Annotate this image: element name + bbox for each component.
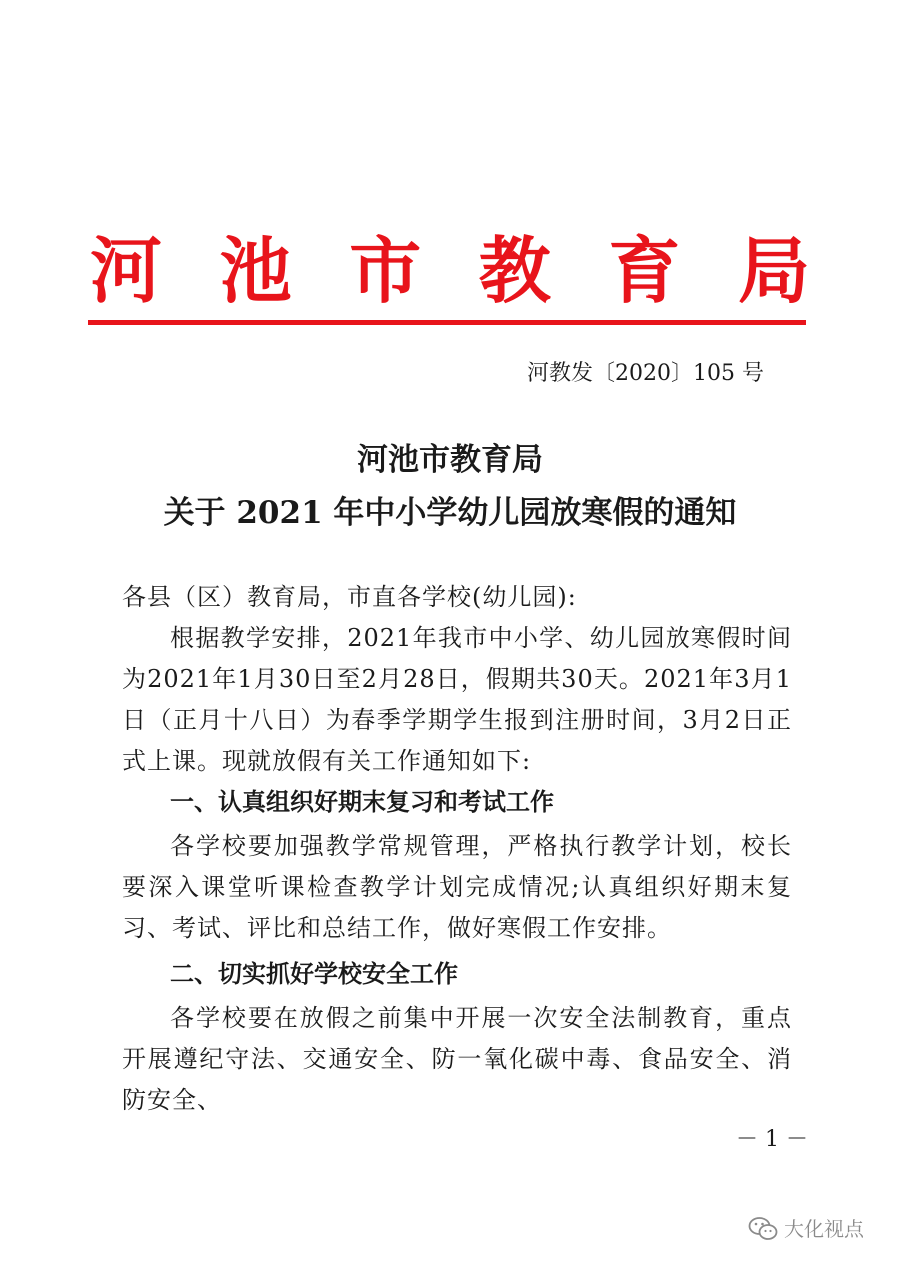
red-divider: [88, 320, 806, 325]
document-number: 河教发〔2020〕105 号: [527, 361, 764, 386]
notice-title-line-2: 关于 2021 年中小学幼儿园放寒假的通知: [163, 495, 737, 531]
intro-paragraph: 根据教学安排，2021年我市中小学、幼儿园放寒假时间为2021年1月30日至2月28日，假期共30天。2021年3月1日（正月十八日）为春季学期学生报到注册时间，3月2日正式上课。现就放假有关工作通知如下:: [122, 624, 792, 775]
watermark: [748, 1214, 864, 1244]
section-1-heading: 一、认真组织好期末复习和考试工作: [170, 788, 554, 816]
section-2-paragraph: 各学校要在放假之前集中开展一次安全法制教育，重点开展遵纪守法、交通安全、防一氧化碳中毒、食品安全、消防安全、: [122, 1004, 792, 1114]
masthead-char: 河: [90, 228, 163, 313]
section-2-heading: 二、切实抓好学校安全工作: [170, 960, 458, 988]
wechat-icon: [748, 1216, 778, 1242]
salutation: 各县（区）教育局，市直各学校(幼儿园):: [122, 583, 577, 611]
watermark-text: 大化视点: [784, 1217, 864, 1241]
section-1-paragraph: 各学校要加强教学常规管理，严格执行教学计划，校长要深入课堂听课检查教学计划完成情况;认真组织好期末复习、考试、评比和总结工作，做好寒假工作安排。: [122, 832, 792, 942]
masthead: [90, 228, 810, 314]
page-number: － 1 －: [736, 1127, 808, 1152]
masthead-char: 局: [737, 228, 810, 313]
masthead-char: 育: [608, 228, 681, 313]
masthead-char: 池: [219, 228, 292, 313]
notice-title-line-1: 河池市教育局: [357, 442, 543, 478]
masthead-char: 市: [349, 228, 422, 313]
masthead-char: 教: [478, 228, 551, 313]
